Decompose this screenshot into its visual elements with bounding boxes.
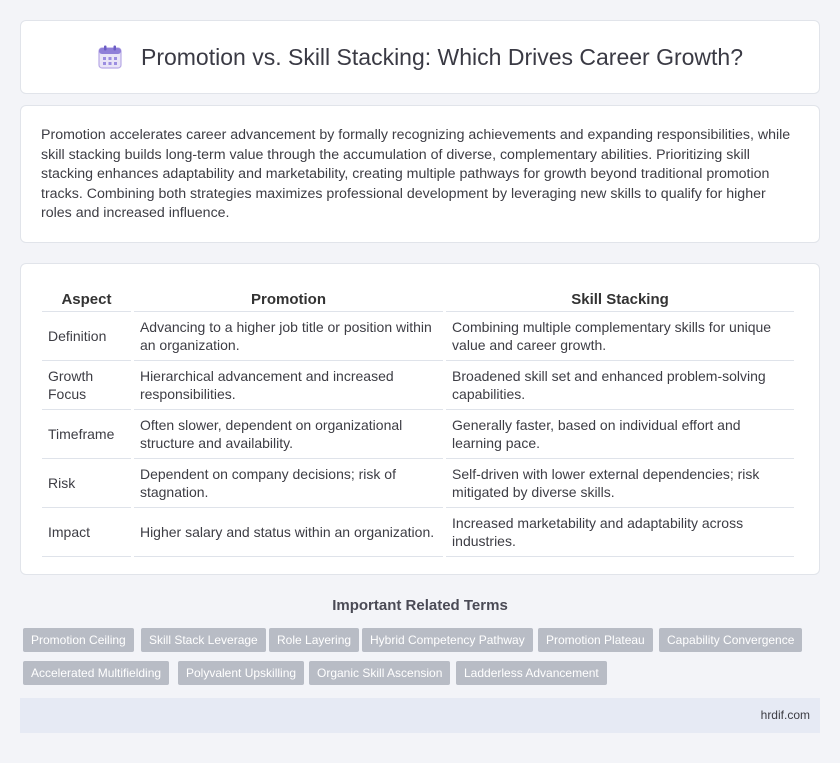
related-term-tag[interactable]: Promotion Ceiling (23, 628, 134, 652)
table-cell-promotion: Advancing to a higher job title or position within an organization. (134, 312, 443, 361)
related-term-tag[interactable]: Capability Convergence (659, 628, 802, 652)
page-title: Promotion vs. Skill Stacking: Which Drives Career Growth? (140, 43, 744, 70)
table-cell-skill-stacking: Self-driven with lower external dependencies; risk mitigated by diverse skills. (446, 459, 794, 508)
related-term-tag[interactable]: Ladderless Advancement (456, 661, 607, 685)
calendar-icon (97, 44, 123, 70)
related-term-tag[interactable]: Hybrid Competency Pathway (362, 628, 533, 652)
table-cell-promotion: Hierarchical advancement and increased responsibilities. (134, 361, 443, 410)
comparison-table (39, 282, 797, 557)
table-row (42, 508, 794, 557)
table-cell-aspect: Timeframe (42, 410, 131, 459)
table-cell-skill-stacking: Combining multiple complementary skills for unique value and career growth. (446, 312, 794, 361)
related-terms-title: Important Related Terms (332, 597, 508, 614)
table-cell-skill-stacking: Broadened skill set and enhanced problem-solving capabilities. (446, 361, 794, 410)
table-row (42, 312, 794, 361)
column-header-promotion: Promotion (134, 282, 443, 312)
table-cell-promotion: Dependent on company decisions; risk of stagnation. (134, 459, 443, 508)
comparison-table-card (20, 263, 820, 575)
related-term-tag[interactable]: Role Layering (269, 628, 359, 652)
table-cell-promotion: Often slower, dependent on organizational structure and availability. (134, 410, 443, 459)
column-header-aspect: Aspect (42, 282, 131, 312)
table-header-row (42, 282, 794, 312)
table-row (42, 459, 794, 508)
table-cell-aspect: Growth Focus (42, 361, 131, 410)
title-card (20, 20, 820, 94)
footer (20, 698, 820, 733)
table-row (42, 361, 794, 410)
table-cell-skill-stacking: Generally faster, based on individual effort and learning pace. (446, 410, 794, 459)
table-cell-aspect: Definition (42, 312, 131, 361)
table-row (42, 410, 794, 459)
related-term-tag[interactable]: Accelerated Multifielding (23, 661, 169, 685)
related-term-tag[interactable]: Promotion Plateau (538, 628, 653, 652)
site-link[interactable]: hrdif.com (760, 708, 810, 722)
table-cell-aspect: Impact (42, 508, 131, 557)
related-term-tag[interactable]: Organic Skill Ascension (309, 661, 450, 685)
related-term-tag[interactable]: Skill Stack Leverage (141, 628, 266, 652)
column-header-skill-stacking: Skill Stacking (446, 282, 794, 312)
related-term-tag[interactable]: Polyvalent Upskilling (178, 661, 304, 685)
summary-card (20, 105, 820, 243)
summary-text: Promotion accelerates career advancement by formally recognizing achievements and expanding responsibilities, while skill stacking builds long-term value through the accumulation of diverse, complementary abilities. Prioritizing skill stacking enhances adaptability and marketability, creating multiple pathways for growth beyond traditional promotion tracks. Combining both strategies maximizes professional development by leveraging new skills to qualify for higher roles and increased influence. (41, 127, 791, 221)
table-cell-promotion: Higher salary and status within an organization. (134, 508, 443, 557)
table-cell-skill-stacking: Increased marketability and adaptability across industries. (446, 508, 794, 557)
table-cell-aspect: Risk (42, 459, 131, 508)
